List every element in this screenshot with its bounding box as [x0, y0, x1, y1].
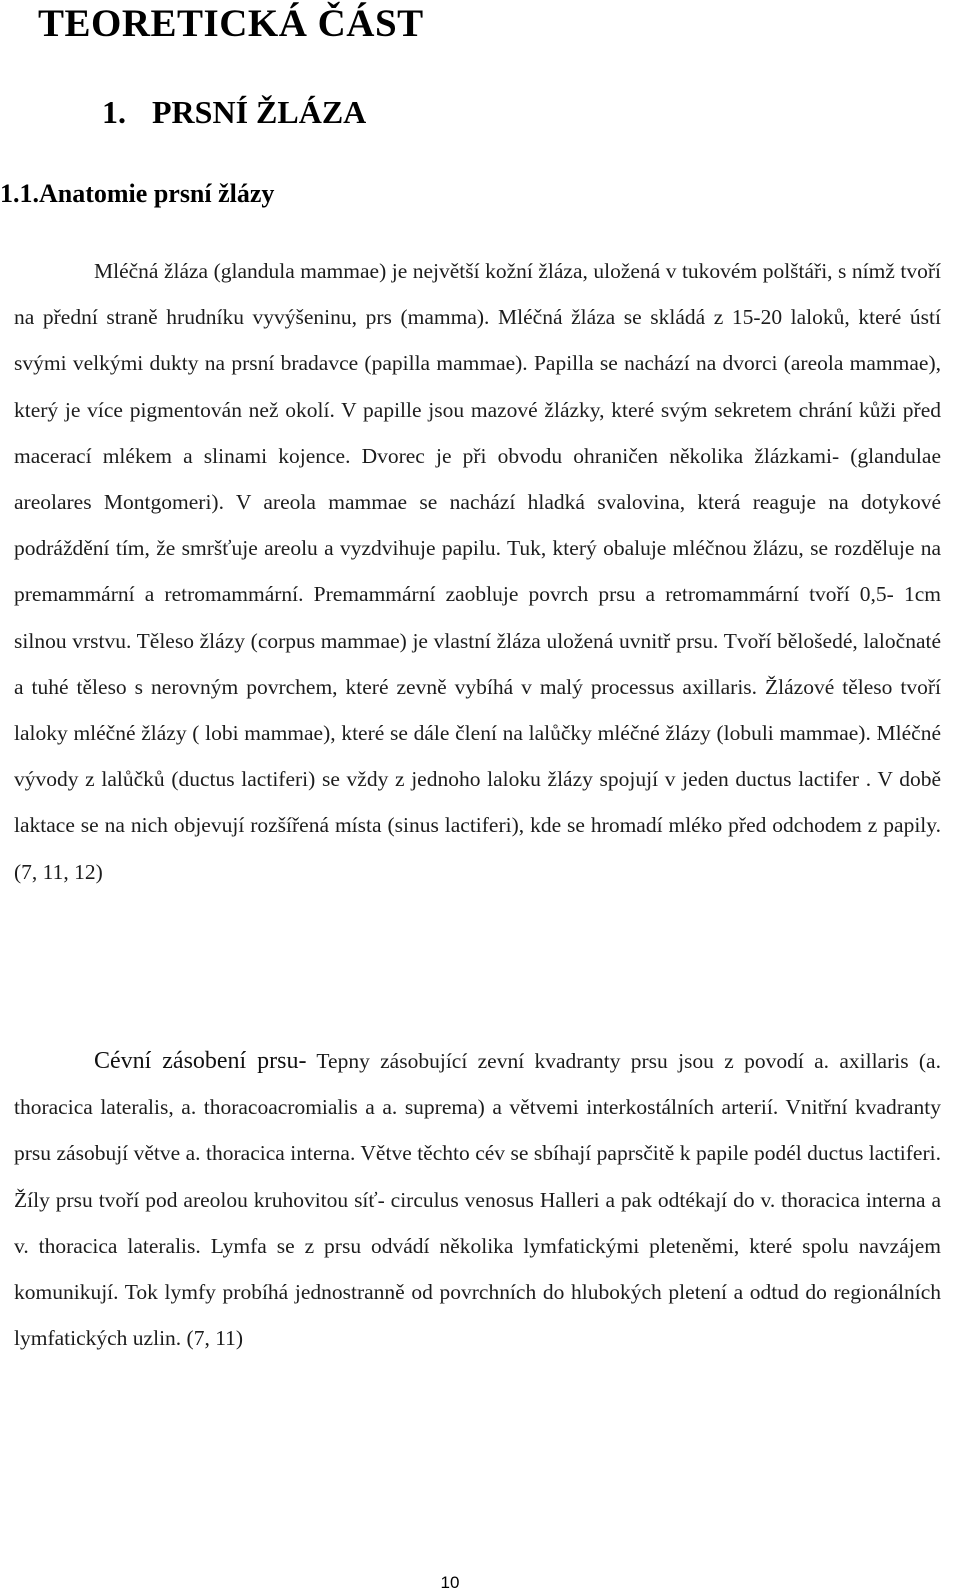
chapter-number: 1. [102, 94, 126, 130]
paragraph-vascular-supply [14, 1038, 941, 1361]
paragraph-vascular-text: Tepny zásobující zevní kvadranty prsu jsou z povodí a. axillaris (a. thoracica lateralis, a. thoracoacromialis a a. suprema) a větvemi interkostálních arterií. Vnitřní kvadranty prsu zásobují větve a. thoracica interna. Větve těchto cév se sbíhají paprsčitě k papile podél ductus lactiferi. Žíly prsu tvoří pod areolou kruhovitou síť- circulus venosus Halleri a pak odtékají do v. thoracica interna a v. thoracica lateralis. Lymfa se z prsu odvádí několika lymfatickými pleteněmi, které spolu navzájem komunikují. Tok lymfy probíhá jednostranně od povrchních do hlubokých pletení a odtud do regionálních lymfatických uzlin. (7, 11) [14, 1049, 941, 1351]
paragraph-anatomy: Mléčná žláza (glandula mammae) je největší kožní žláza, uložená v tukovém polštáři, s nímž tvoří na přední straně hrudníku vyvýšeninu, prs (mamma). Mléčná žláza se skládá z 15-20 laloků, které ústí svými velkými dukty na prsní bradavce (papilla mammae). Papilla se nachází na dvorci (areola mammae), který je více pigmentován než okolí. V papille jsou mazové žlázky, které svým sekretem chrání kůži před macerací mlékem a slinami kojence. Dvorec je při obvodu ohraničen několika žlázkami- (glandulae areolares Montgomeri). V areola mammae se nachází hladká svalovina, která reaguje na dotykové podráždění tím, že smršťuje areolu a vyzdvihuje papilu. Tuk, který obaluje mléčnou žlázu, se rozděluje na premammární a retromammární. Premammární zaobluje povrch prsu a retromammární tvoří 0,5- 1cm silnou vrstvu. Těleso žlázy (corpus mammae) je vlastní žláza uložená uvnitř prsu. Tvoří bělošedé, laločnaté a tuhé těleso s nerovným povrchem, které zevně vybíhá v malý processus axillaris. Žlázové těleso tvoří laloky mléčné žlázy ( lobi mammae), které se dále člení na lalůčky mléčné žlázy (lobuli mammae). Mléčné vývody z lalůčků (ductus lactiferi) se vždy z jednoho laloku žlázy spojují v jeden ductus lactifer . V době laktace se na nich objevují rozšířená místa (sinus lactiferi), kde se hromadí mléko před odchodem z papily. (7, 11, 12) [14, 259, 941, 884]
section-title: Anatomie prsní žlázy [39, 179, 275, 208]
chapter-title: PRSNÍ ŽLÁZA [152, 94, 367, 130]
section-heading [0, 174, 274, 214]
page-number: 10 [440, 1573, 460, 1592]
chapter-heading [102, 90, 366, 134]
part-title: TEORETICKÁ ČÁST [38, 2, 424, 45]
section-number: 1.1. [0, 179, 39, 208]
run-in-heading-vascular-supply: Cévní zásobení prsu- [94, 1048, 307, 1074]
